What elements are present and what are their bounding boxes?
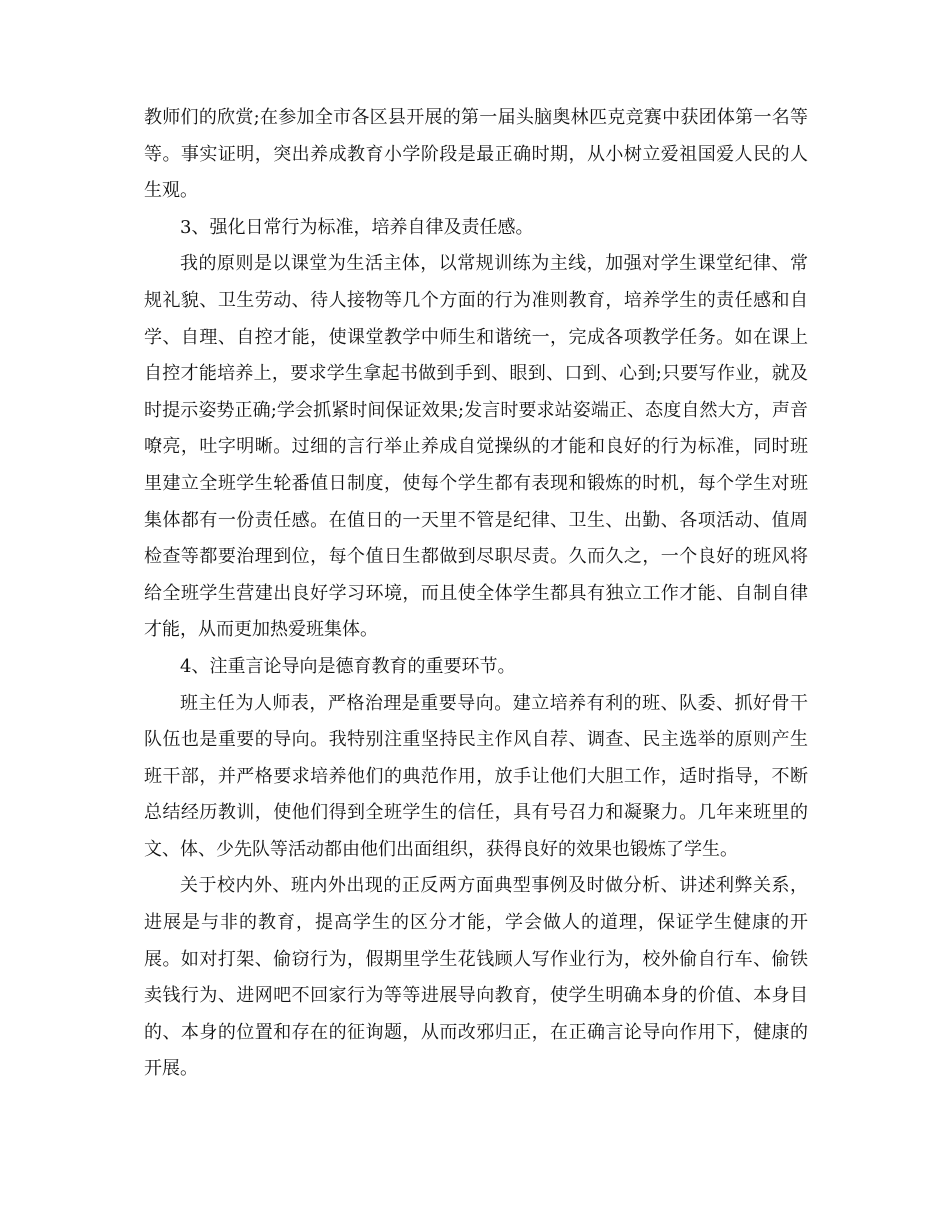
paragraph-typical-cases: 关于校内外、班内外出现的正反两方面典型事例及时做分析、讲述利弊关系，进展是与非的教育，提高学生的区分才能，学会做人的道理，保证学生健康的开展。如对打架、偷窃行为，假期里学生花钱顾人写作业行为，校外偷自行车、偷铁卖钱行为、进网吧不回家行为等等进展导向教育，使学生明确本身的价值、本身目的、本身的位置和存在的征询题，从而改邪归正，在正确言论导向作用下，健康的开展。 <box>144 875 808 1080</box>
section-heading-4: 4、注重言论导向是德育教育的重要环节。 <box>180 655 516 677</box>
paragraph-behavior-standards: 我的原则是以课堂为生活主体，以常规训练为主线，加强对学生课堂纪律、常规礼貌、卫生劳动、待人接物等几个方面的行为准则教育，培养学生的责任感和自学、自理、自控才能，使课堂教学中师生和谐统一，完成各项教学任务。如在课上自控才能培养上，要求学生拿起书做到手到、眼到、口到、心到;只要写作业，就及时提示姿势正确;学会抓紧时间保证效果;发言时要求站姿端正、态度自然大方，声音嘹亮，吐字明晰。过细的言行举止养成自觉操纵的才能和良好的行为标准，同时班里建立全班学生轮番值日制度，使每个学生都有表现和锻炼的时机，每个学生对班集体都有一份责任感。在值日的一天里不管是纪律、卫生、出勤、各项活动、值周检查等都要治理到位，每个值日生都做到尽职尽责。久而久之，一个良好的班风将给全班学生营建出良好学习环境，而且使全体学生都具有独立工作才能、自制自律才能，从而更加热爱班集体。 <box>144 253 808 641</box>
paragraph-class-leaders: 班主任为人师表，严格治理是重要导向。建立培养有利的班、队委、抓好骨干队伍也是重要的导向。我特别注重坚持民主作风自荐、调查、民主选举的原则产生班干部，并严格要求培养他们的典范作用，放手让他们大胆工作，适时指导，不断总结经历教训，使他们得到全班学生的信任，具有号召力和凝聚力。几年来班里的文、体、少先队等活动都由他们出面组织，获得良好的效果也锻炼了学生。 <box>144 692 808 860</box>
paragraph-continuation: 教师们的欣赏;在参加全市各区县开展的第一届头脑奥林匹克竞赛中获团体第一名等等。事实证明，突出养成教育小学阶段是最正确时期，从小树立爱祖国爱人民的人生观。 <box>144 107 808 202</box>
document-body <box>144 100 808 1088</box>
section-heading-3: 3、强化日常行为标准，培养自律及责任感。 <box>180 216 534 238</box>
